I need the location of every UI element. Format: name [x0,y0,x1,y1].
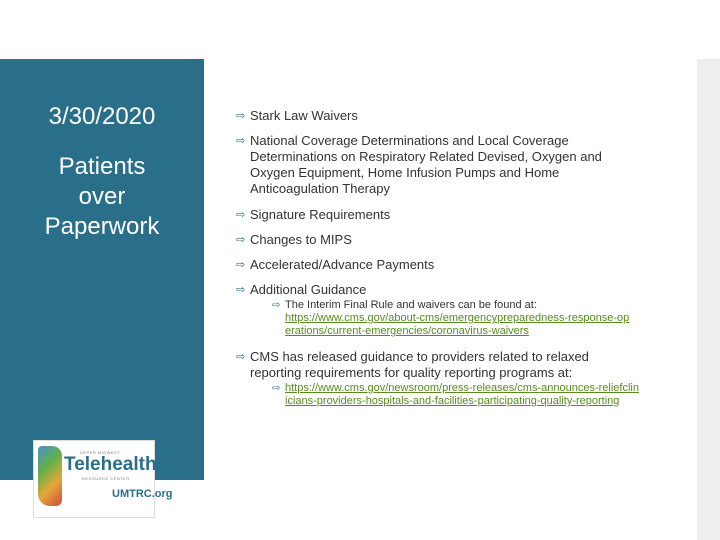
sub-bullet-text: The Interim Final Rule and waivers can be found at: [285,299,537,311]
sub-bullet-interim-rule [276,299,631,338]
bullet-list [238,108,638,408]
sub-bullet-press-release [276,382,641,408]
sub-bullet-group [238,382,641,408]
logo-resource-center: RESOURCE CENTER [82,476,130,481]
sub-bullet-group [238,299,631,338]
bullet-additional-guidance: ⇨ Additional Guidance [238,282,638,298]
umtrc-logo [33,440,173,518]
slide-title-line: Patients [58,153,146,180]
bullet-payments: ⇨ Accelerated/Advance Payments [238,257,638,273]
press-release-link[interactable]: https://www.cms.gov/newsroom/press-releases/cms-announces-reliefclinicians-providers-hospitals-and-facilities-participating-quality-reporting [285,382,639,407]
bullet-cms-guidance: ⇨ CMS has released guidance to providers related to relaxed reporting requirements for quality reporting programs at: [238,349,638,381]
waivers-link[interactable]: https://www.cms.gov/about-cms/emergencypreparedness-response-operations/current-emergencies/coronavirus-waivers [285,312,630,337]
bullet-stark-law: ⇨ Stark Law Waivers [238,108,638,124]
bullet-mips: ⇨ Changes to MIPS [238,232,638,248]
logo-name: Telehealth [64,454,157,475]
slide-title [0,152,204,242]
logo-url: UMTRC.org [112,488,173,500]
state-map-icon [38,446,62,506]
slide-title-line: Paperwork [44,213,160,240]
right-accent-bar [697,59,720,540]
slide-date: 3/30/2020 [48,103,156,130]
logo-upper-text: UPPER MIDWEST [80,450,121,455]
bullet-coverage-determinations: ⇨ National Coverage Determinations and Local Coverage Determinations on Respiratory Related Devised, Oxygen and Oxygen Equipment, Home Infusion Pumps and Home Anticoagulation Therapy [238,133,638,197]
bullet-signature-requirements: ⇨ Signature Requirements [238,207,638,223]
slide-title-line: over [78,183,126,210]
